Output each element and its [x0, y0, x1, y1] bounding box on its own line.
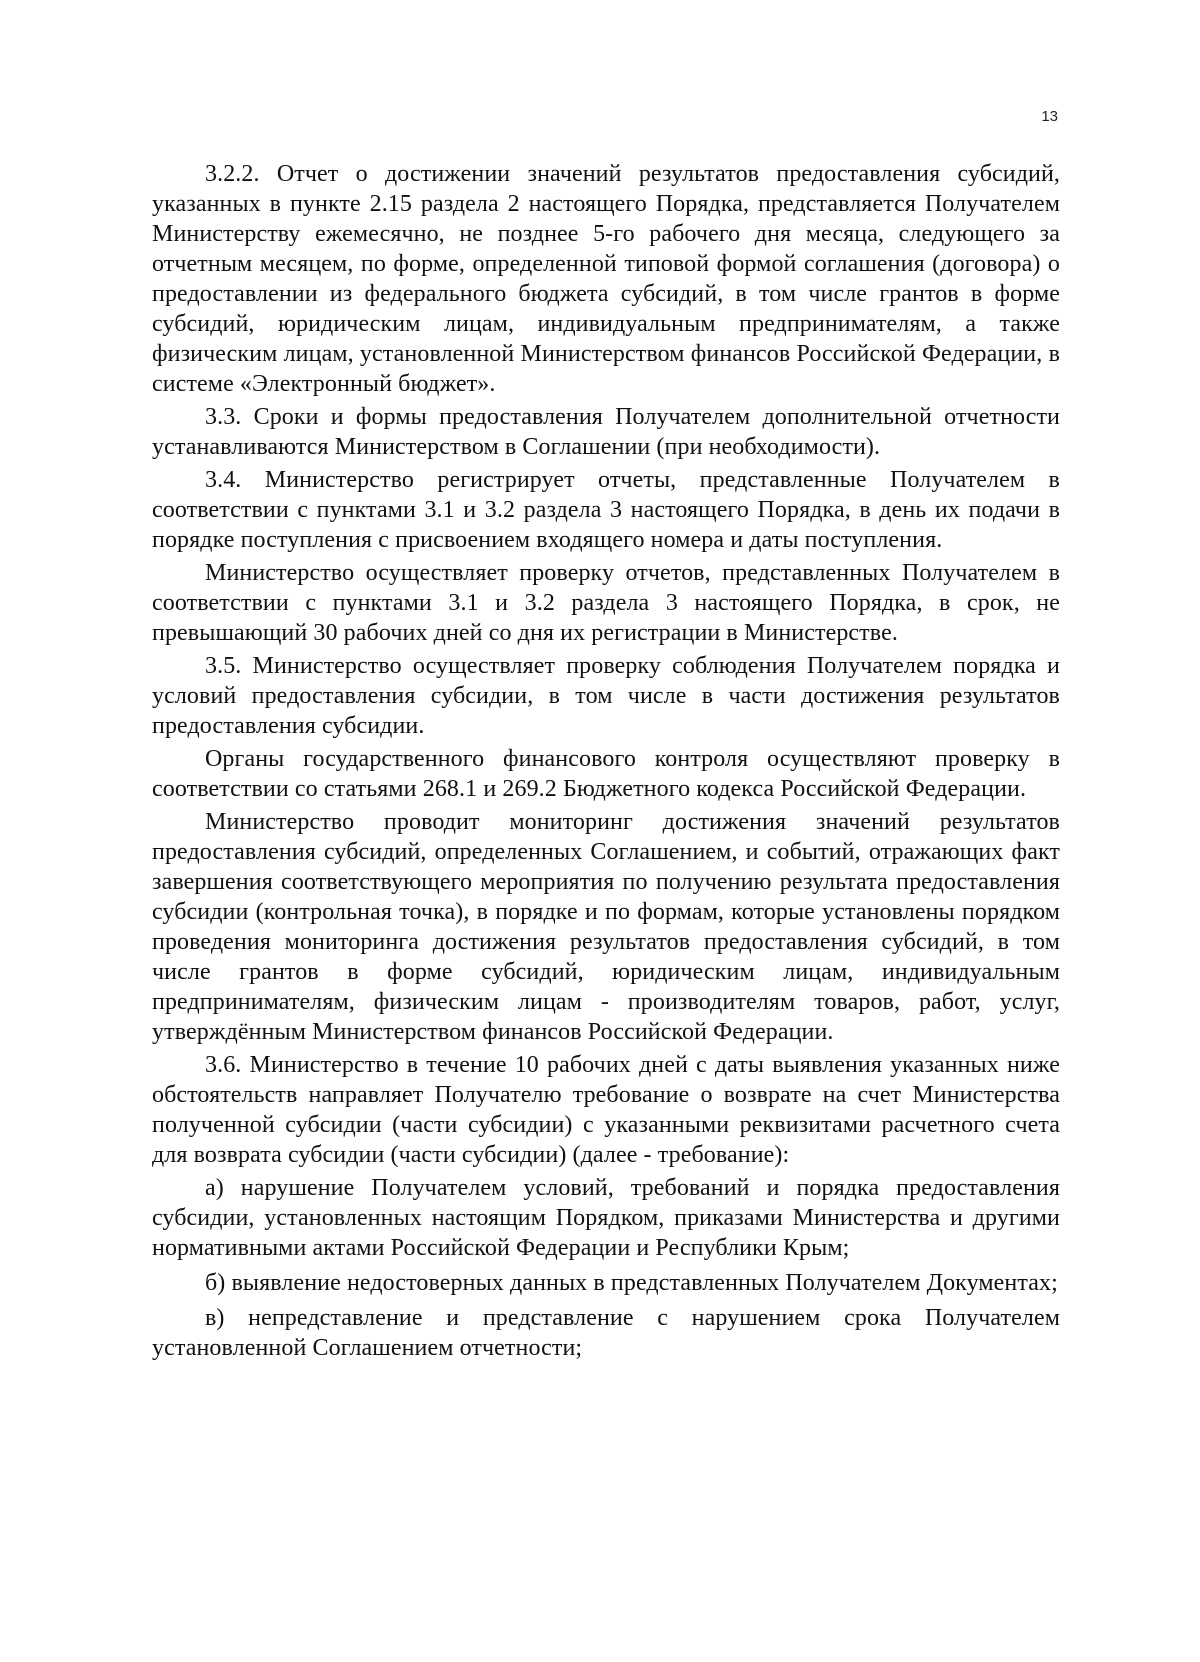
list-item-c: в) непредставление и представление с нарушением срока Получателем установленной Соглашением отчетности; — [152, 1305, 1060, 1361]
paragraph-3-2-2: 3.2.2. Отчет о достижении значений результатов предоставления субсидий, указанных в пункте 2.15 раздела 2 настоящего Порядка, представляется Получателем Министерству ежемесячно, не позднее 5-го рабочего дня месяца, следующего за отчетным месяцем, по форме, определенной типовой формой соглашения (договора) о предоставлении из федерального бюджета субсидий, в том числе грантов в форме субсидий, юридическим лицам, индивидуальным предпринимателям, а также физическим лицам, установленной Министерством финансов Российской Федерации, в системе «Электронный бюджет». — [152, 161, 1060, 397]
list-item-a: а) нарушение Получателем условий, требований и порядка предоставления субсидии, установленных настоящим Порядком, приказами Министерства и другими нормативными актами Российской Федерации и Республики Крым; — [152, 1175, 1060, 1261]
paragraph-3-6: 3.6. Министерство в течение 10 рабочих дней с даты выявления указанных ниже обстоятельств направляет Получателю требование о возврате на счет Министерства полученной субсидии (части субсидии) с указанными реквизитами расчетного счета для возврата субсидии (части субсидии) (далее - требование): — [152, 1052, 1060, 1168]
paragraph-3-5-control: Органы государственного финансового контроля осуществляют проверку в соответствии со статьями 268.1 и 269.2 Бюджетного кодекса Российской Федерации. — [152, 746, 1060, 802]
list-item-b: б) выявление недостоверных данных в представленных Получателем Документах; — [205, 1270, 1058, 1296]
paragraph-3-5-monitoring: Министерство проводит мониторинг достижения значений результатов предоставления субсидий, определенных Соглашением, и событий, отражающих факт завершения соответствующего мероприятия по получению результата предоставления субсидии (контрольная точка), в порядке и по формам, которые установлены порядком проведения мониторинга достижения результатов предоставления субсидий, в том числе грантов в форме субсидий, юридическим лицам, индивидуальным предпринимателям, физическим лицам - производителям товаров, работ, услуг, утверждённым Министерством финансов Российской Федерации. — [152, 809, 1060, 1045]
paragraph-3-4: 3.4. Министерство регистрирует отчеты, представленные Получателем в соответствии с пунктами 3.1 и 3.2 раздела 3 настоящего Порядка, в день их подачи в порядке поступления с присвоением входящего номера и даты поступления. — [152, 467, 1060, 553]
paragraph-3-3: 3.3. Сроки и формы предоставления Получателем дополнительной отчетности устанавливаются Министерством в Соглашении (при необходимости). — [152, 404, 1060, 460]
paragraph-3-4-check: Министерство осуществляет проверку отчетов, представленных Получателем в соответствии с пунктами 3.1 и 3.2 раздела 3 настоящего Порядка, в срок, не превышающий 30 рабочих дней со дня их регистрации в Министерстве. — [152, 560, 1060, 646]
page-number: 13 — [1041, 108, 1058, 125]
paragraph-3-5: 3.5. Министерство осуществляет проверку соблюдения Получателем порядка и условий предоставления субсидии, в том числе в части достижения результатов предоставления субсидии. — [152, 653, 1060, 739]
document-body — [152, 159, 1060, 1368]
